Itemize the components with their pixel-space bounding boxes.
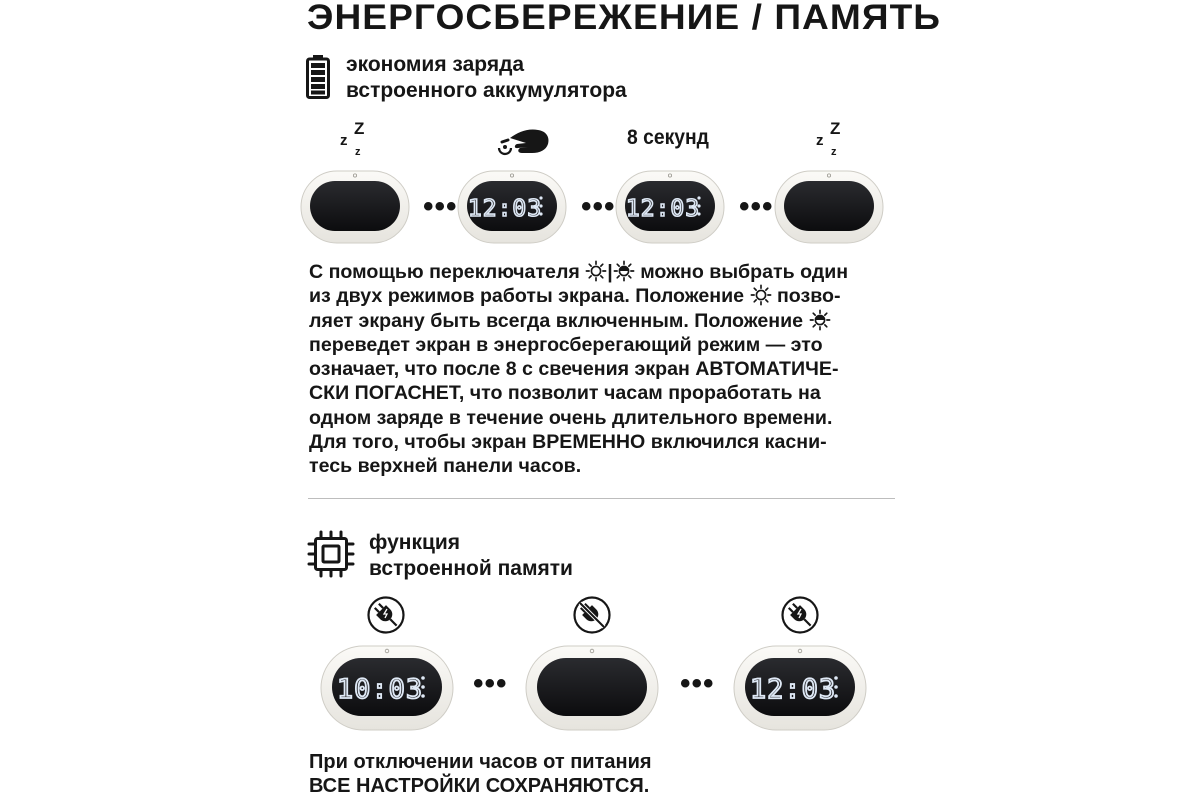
paragraph-line: из двух режимов работы экрана. Положение позво- [309,285,841,308]
paragraph-line: означает, что после 8 с свечения экран АВТОМАТИЧЕ- [309,358,839,381]
half-sun-icon [613,260,635,282]
section-divider [308,498,895,499]
svg-text:z: z [816,132,824,149]
clock-digits: 12:03 [625,196,701,222]
paragraph-line: тесь верхней панели часов. [309,455,582,478]
memory-caption-line2: ВСЕ НАСТРОЙКИ СОХРАНЯЮТСЯ. [309,775,650,797]
clock-display-on [457,170,567,244]
clock-display-on [320,645,454,731]
svg-text:Z: Z [354,119,365,138]
step-separator: ••• [581,190,616,223]
svg-text:z: z [340,132,348,149]
paragraph-line: Для того, чтобы экран ВРЕМЕННО включился касни- [309,431,827,454]
sleep-zz-icon [340,118,372,158]
eight-seconds-label: 8 секунд [627,126,709,149]
memory-subtitle-line2: встроенной памяти [369,557,573,580]
paragraph-line: ляет экрану быть всегда включенным. Положение [309,309,909,333]
svg-text:z: z [355,146,361,158]
paragraph-line: переведет экран в энергосберегающий режим — это [309,333,823,356]
sun-icon [585,260,607,282]
clock-display-on [615,170,725,244]
clock-digits: 12:03 [749,674,837,705]
plug-disconnected-icon [572,595,612,635]
step-separator: ••• [680,667,715,700]
clock-digits: 10:03 [336,674,424,705]
chip-icon [307,530,355,578]
page-title: ЭНЕРГОСБЕРЕЖЕНИЕ / ПАМЯТЬ [307,0,942,37]
svg-text:z: z [831,146,837,158]
plug-connected-icon [780,595,820,635]
power-saving-description [309,260,909,479]
battery-subtitle-line2: встроенного аккумулятора [346,79,627,102]
clock-display-off [300,170,410,244]
clock-digits: 12:03 [467,196,543,222]
battery-icon [306,55,330,99]
memory-subtitle-line1: функция [369,531,461,554]
clock-display-on [733,645,867,731]
paragraph-line: СКИ ПОГАСНЕТ, что позволит часам проработать на [309,382,821,405]
sun-icon [750,284,772,306]
svg-text:Z: Z [830,119,841,138]
plug-connected-icon [366,595,406,635]
clock-display-off [774,170,884,244]
step-separator: ••• [739,190,774,223]
paragraph-line: одном заряде в течение очень длительного времени. [309,406,833,429]
sleep-zz-icon [816,118,848,158]
touch-hand-icon [496,126,552,160]
step-separator: ••• [473,667,508,700]
half-sun-icon [809,309,831,331]
paragraph-line: С помощью переключателя | можно выбрать один [309,261,849,283]
clock-display-off [525,645,659,731]
memory-caption-line1: При отключении часов от питания [309,751,652,773]
step-separator: ••• [423,190,458,223]
battery-subtitle-line1: экономия заряда [346,53,525,76]
